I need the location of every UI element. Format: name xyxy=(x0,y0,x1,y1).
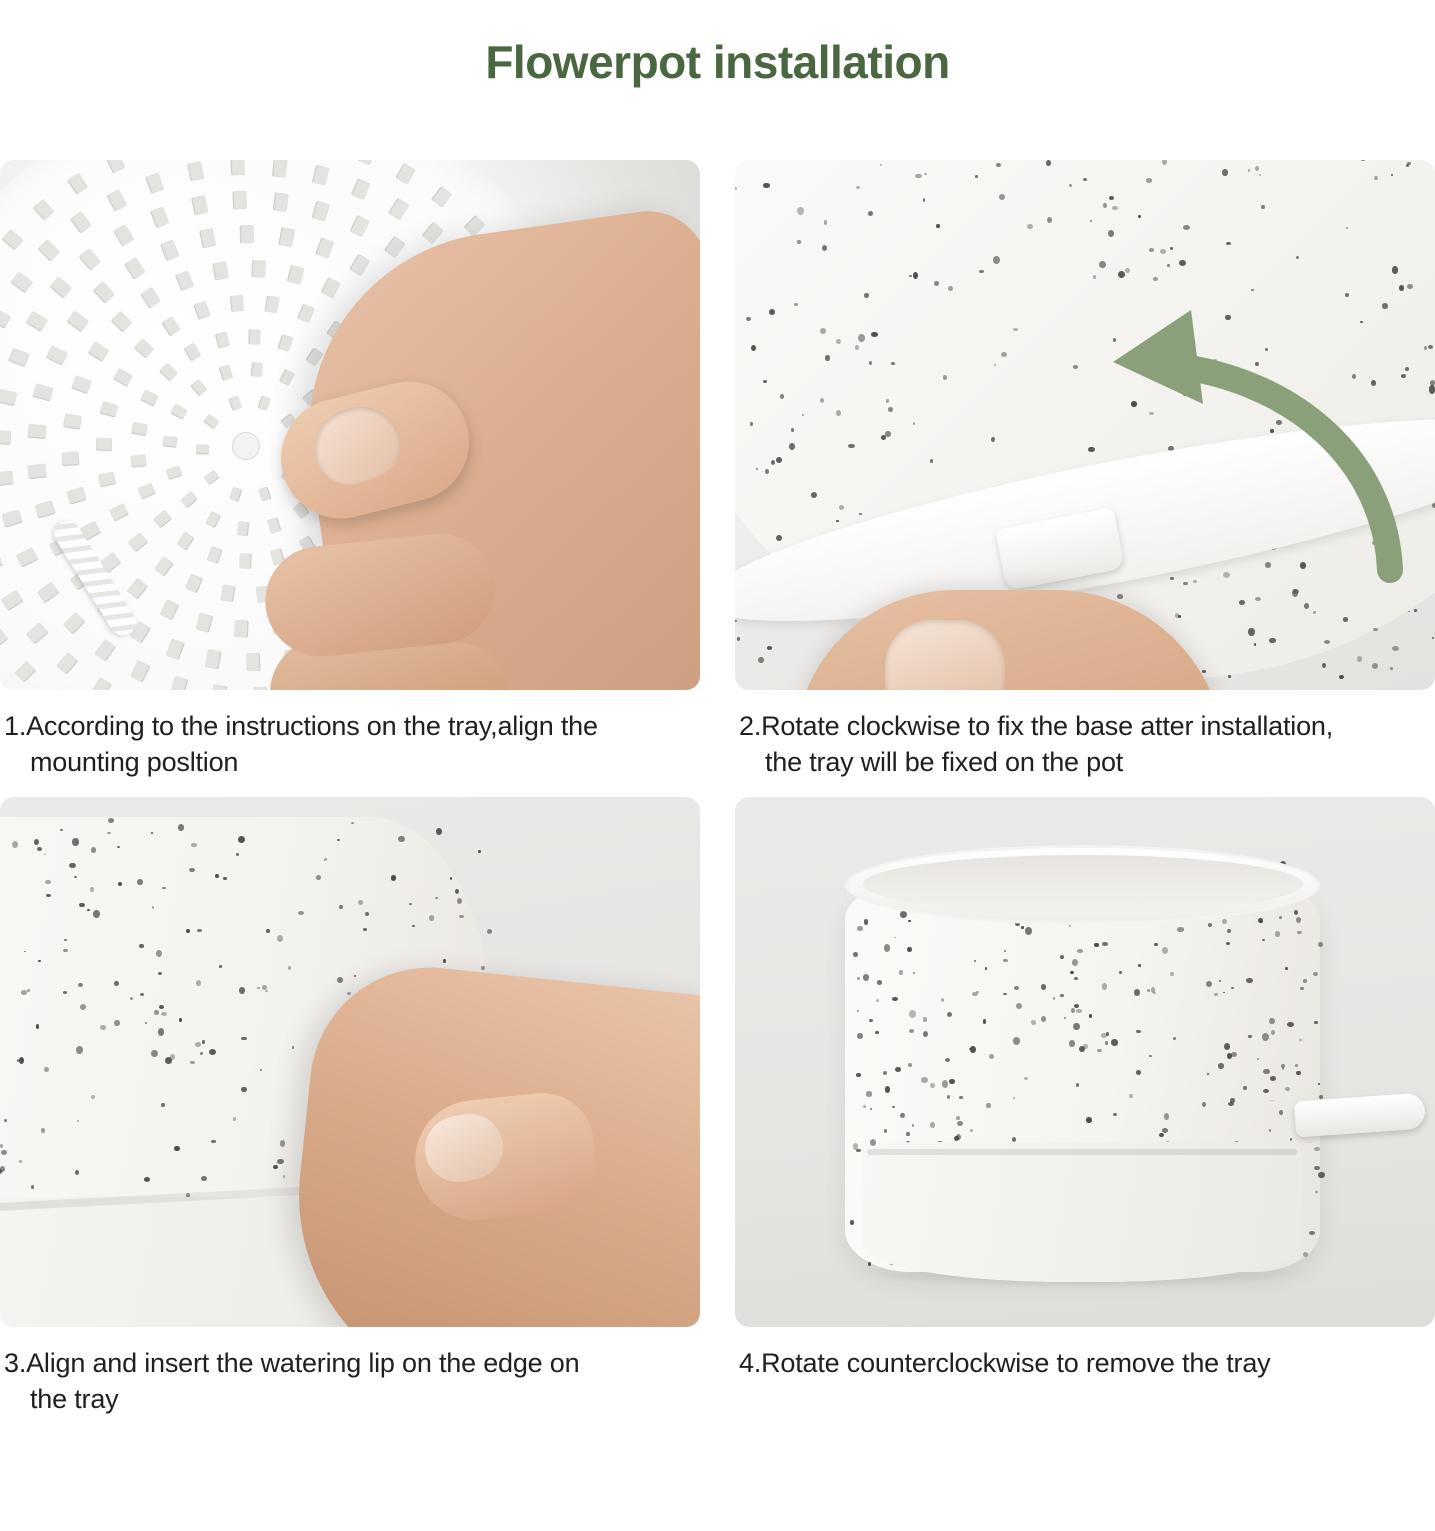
step-1-caption xyxy=(0,690,700,780)
step-2-caption xyxy=(735,690,1435,780)
step-4-number: 4. xyxy=(739,1347,762,1378)
step-2-number: 2. xyxy=(739,711,762,742)
step-3-number: 3. xyxy=(4,1347,27,1378)
step-3-line1: Align and insert the watering lip on the edge on xyxy=(26,1347,580,1378)
tray-with-rope-photo xyxy=(0,160,700,690)
step-4-caption xyxy=(735,1327,1435,1381)
rotate-clockwise-photo xyxy=(735,160,1435,690)
base-seam xyxy=(867,1149,1297,1155)
step-1-number: 1. xyxy=(4,711,27,742)
instruction-sheet xyxy=(0,31,1435,1531)
page-title: Flowerpot installation xyxy=(485,35,950,88)
curved-arrow-icon xyxy=(995,270,1415,600)
step-4-line1: Rotate counterclockwise to remove the tray xyxy=(761,1347,1271,1378)
step-3 xyxy=(0,797,700,1417)
step-4 xyxy=(735,797,1435,1417)
step-1-line2: mounting posltion xyxy=(30,747,239,778)
step-3-caption xyxy=(0,1327,700,1417)
step-3-line2: the tray xyxy=(30,1383,119,1414)
pot-interior xyxy=(863,855,1303,913)
pot-base xyxy=(863,1142,1303,1282)
step-1-line1: According to the instructions on the tray,align the xyxy=(26,711,598,742)
step-2-line2: the tray will be fixed on the pot xyxy=(765,747,1124,778)
thumbnail xyxy=(885,620,1005,690)
steps-grid xyxy=(0,118,1435,1417)
step-2-line1: Rotate clockwise to fix the base atter installation, xyxy=(761,711,1334,742)
assembled-flowerpot-photo xyxy=(735,797,1435,1327)
insert-watering-lip-photo xyxy=(0,797,700,1327)
step-1 xyxy=(0,160,700,780)
step-2 xyxy=(735,160,1435,780)
